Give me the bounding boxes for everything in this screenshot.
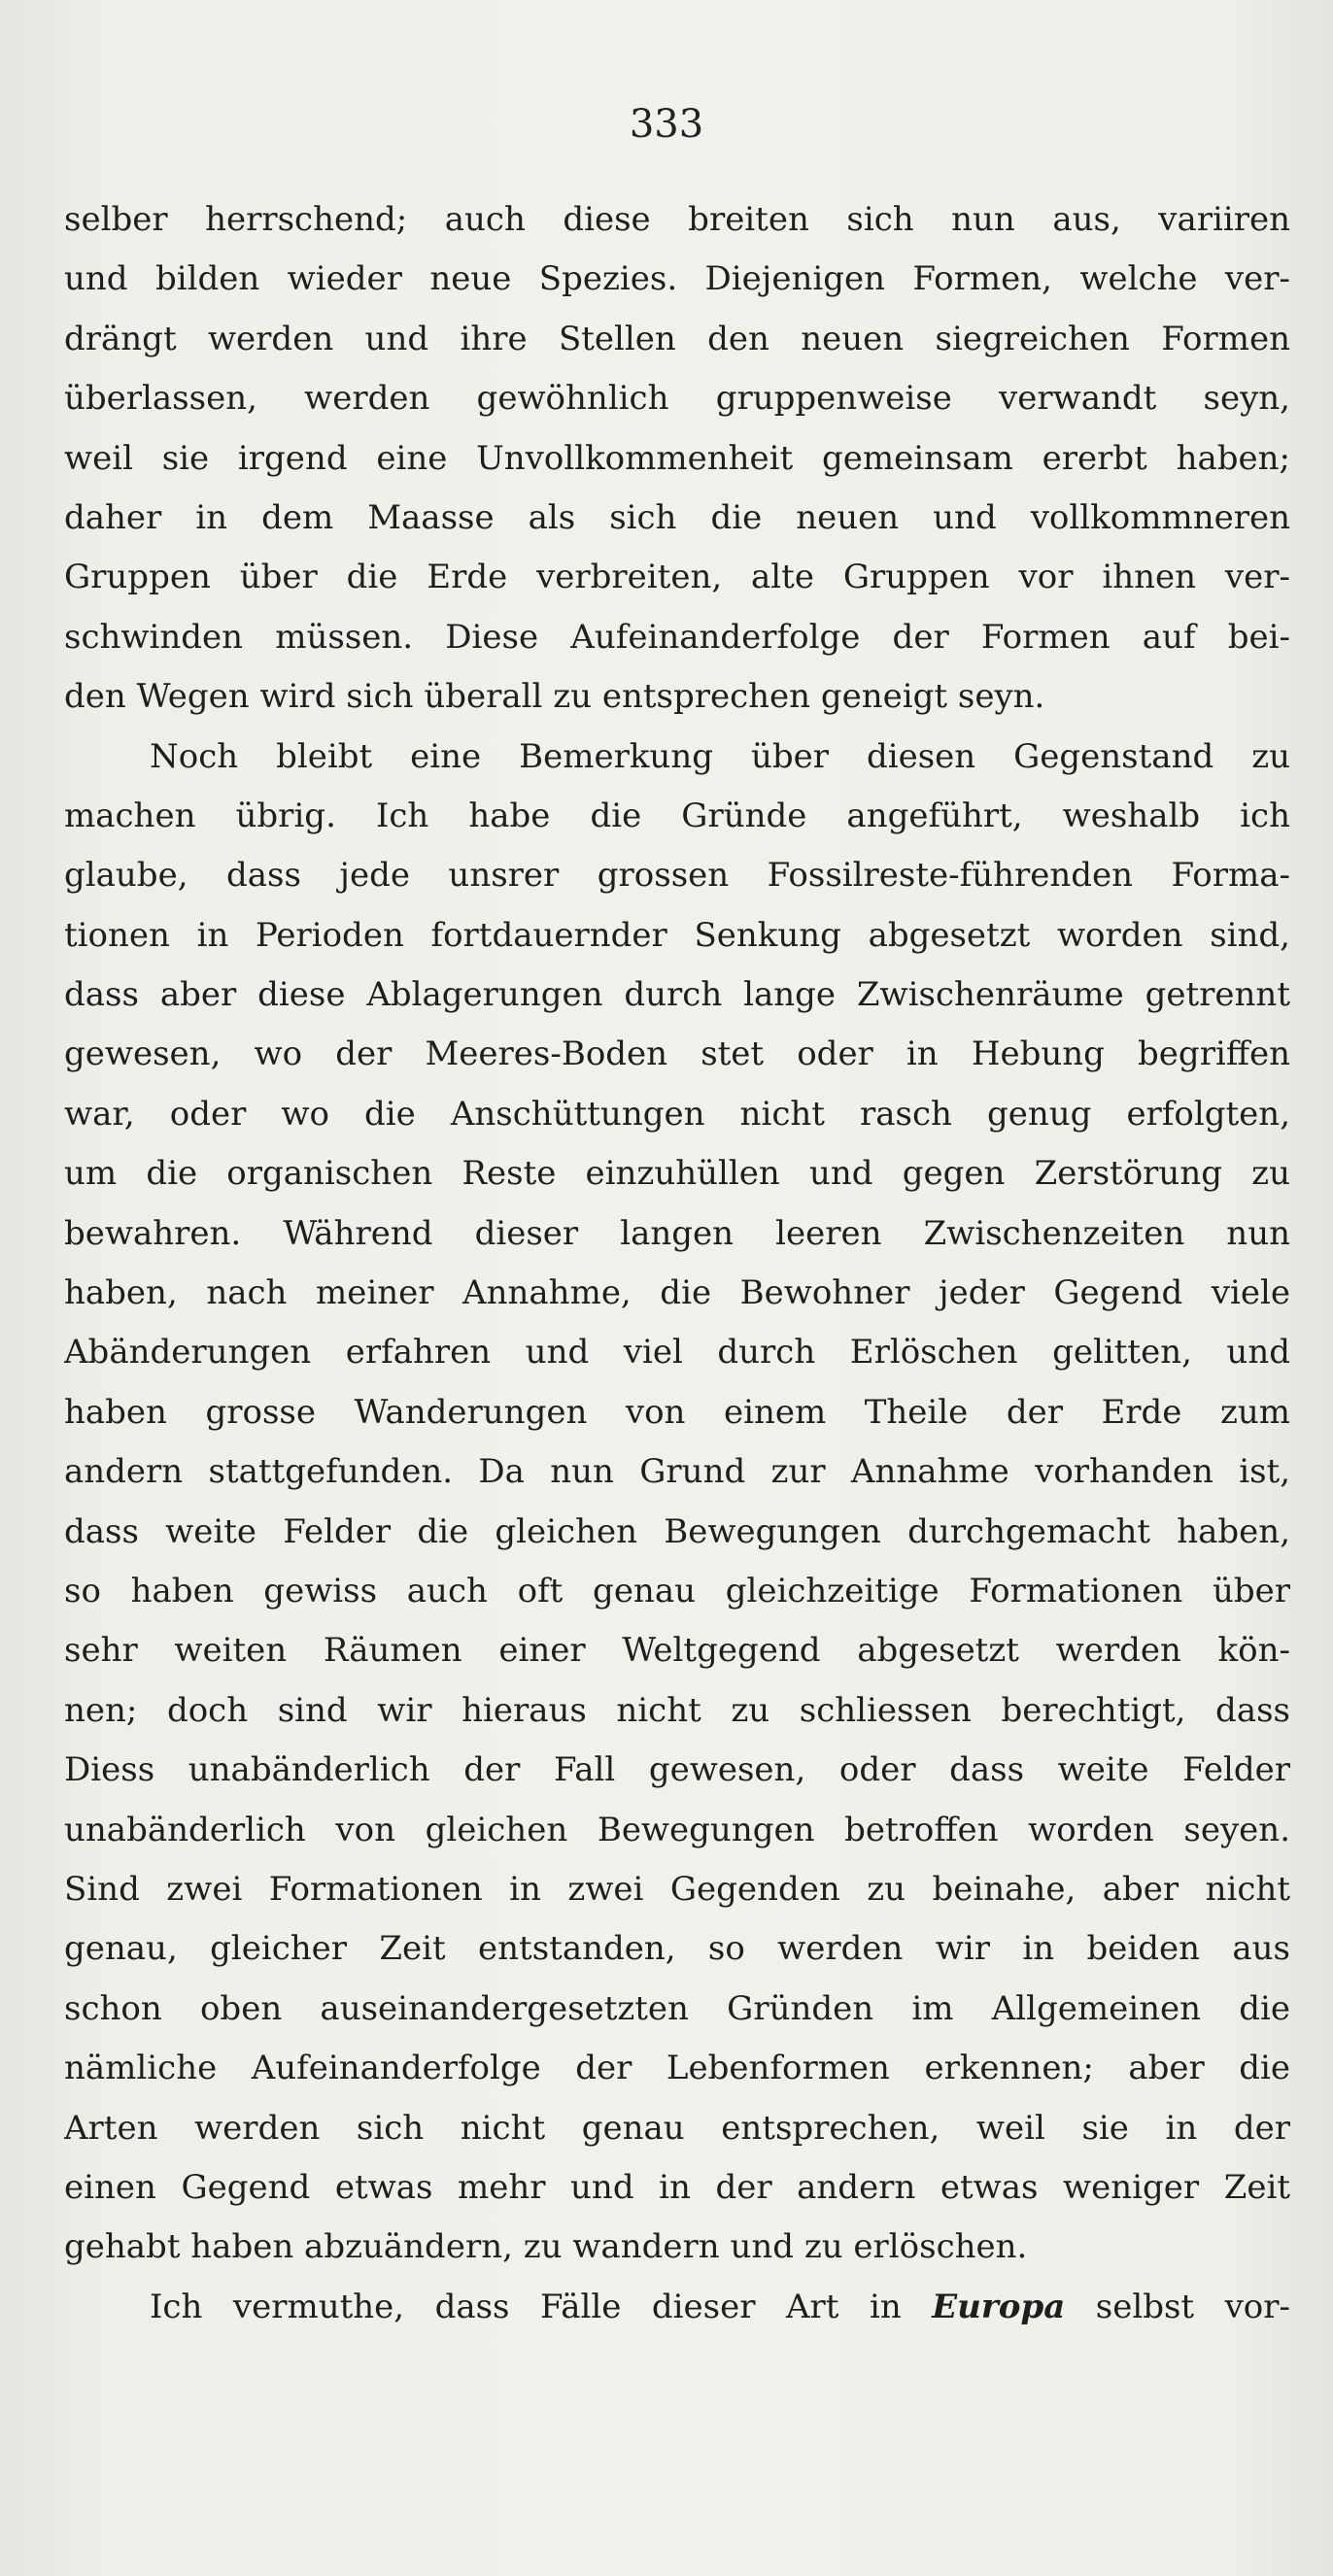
text-line: einen Gegend etwas mehr und in der andern etwas weniger Zeit: [64, 2167, 1290, 2207]
text-line: machen übrig. Ich habe die Gründe angeführt, weshalb ich: [64, 796, 1290, 835]
text-line: genau, gleicher Zeit entstanden, so werden wir in beiden aus: [64, 1929, 1290, 1969]
text-line: glaube, dass jede unsrer grossen Fossilreste-führenden Forma-: [64, 856, 1290, 896]
text-line: sehr weiten Räumen einer Weltgegend abgesetzt werden kön-: [64, 1631, 1290, 1671]
body-text: [64, 190, 1290, 2337]
text-line: daher in dem Maasse als sich die neuen und vollkommneren: [64, 497, 1290, 537]
text-line: Sind zwei Formationen in zwei Gegenden zu beinahe, aber nicht: [64, 1869, 1290, 1909]
text-line: tionen in Perioden fortdauernder Senkung abgesetzt worden sind,: [64, 915, 1290, 955]
text-segment: Ich vermuthe, dass Fälle dieser Art in: [150, 2287, 902, 2326]
text-line: Arten werden sich nicht genau entsprechen, weil sie in der: [64, 2108, 1290, 2148]
page-number: 333: [629, 102, 704, 147]
text-line: bewahren. Während dieser langen leeren Zwischenzeiten nun: [64, 1213, 1290, 1253]
text-line: haben, nach meiner Annahme, die Bewohner jeder Gegend viele: [64, 1273, 1290, 1313]
text-line: Abänderungen erfahren und viel durch Erlöschen gelitten, und: [64, 1333, 1290, 1373]
text-line: weil sie irgend eine Unvollkommenheit gemeinsam ererbt haben;: [64, 438, 1290, 478]
text-line: andern stattgefunden. Da nun Grund zur Annahme vorhanden ist,: [64, 1452, 1290, 1492]
text-line: haben grosse Wanderungen von einem Theile der Erde zum: [64, 1392, 1290, 1432]
text-line: um die organischen Reste einzuhüllen und gegen Zerstörung zu: [64, 1154, 1290, 1194]
text-line: so haben gewiss auch oft genau gleichzeitige Formationen über: [64, 1571, 1290, 1610]
text-line: selber herrschend; auch diese breiten sich nun aus, variiren: [64, 200, 1290, 239]
text-line: dass aber diese Ablagerungen durch lange Zwischenräume getrennt: [64, 975, 1290, 1015]
text-line: Gruppen über die Erde verbreiten, alte Gruppen vor ihnen ver-: [64, 558, 1290, 597]
text-line: Noch bleibt eine Bemerkung über diesen Gegenstand zu: [150, 736, 1290, 776]
text-line: gewesen, wo der Meeres-Boden stet oder in Hebung begriffen: [64, 1034, 1290, 1074]
text-line: unabänderlich von gleichen Bewegungen betroffen worden seyen.: [64, 1810, 1290, 1849]
text-line: den Wegen wird sich überall zu entsprechen geneigt seyn.: [64, 677, 1045, 717]
text-line: schwinden müssen. Diese Aufeinanderfolge der Formen auf bei-: [64, 617, 1290, 657]
text-line-final: [64, 2278, 1290, 2337]
text-line: drängt werden und ihre Stellen den neuen siegreichen Formen: [64, 319, 1290, 358]
text-line: und bilden wieder neue Spezies. Diejenigen Formen, welche ver-: [64, 259, 1290, 299]
text-line: überlassen, werden gewöhnlich gruppenweise verwandt seyn,: [64, 379, 1290, 419]
text-line: schon oben auseinandergesetzten Gründen im Allgemeinen die: [64, 1988, 1290, 2028]
text-line: dass weite Felder die gleichen Bewegungen durchgemacht haben,: [64, 1511, 1290, 1551]
text-line: nen; doch sind wir hieraus nicht zu schliessen berechtigt, dass: [64, 1690, 1290, 1730]
text-line: gehabt haben abzuändern, zu wandern und zu erlöschen.: [64, 2227, 1028, 2267]
text-segment: selbst vor-: [1095, 2287, 1290, 2326]
text-line: nämliche Aufeinanderfolge der Lebenformen erkennen; aber die: [64, 2049, 1290, 2088]
text-line: war, oder wo die Anschüttungen nicht rasch genug erfolgten,: [64, 1094, 1290, 1134]
emphasized-place-name: Europa: [932, 2287, 1066, 2326]
text-line: Diess unabänderlich der Fall gewesen, oder dass weite Felder: [64, 1750, 1290, 1790]
